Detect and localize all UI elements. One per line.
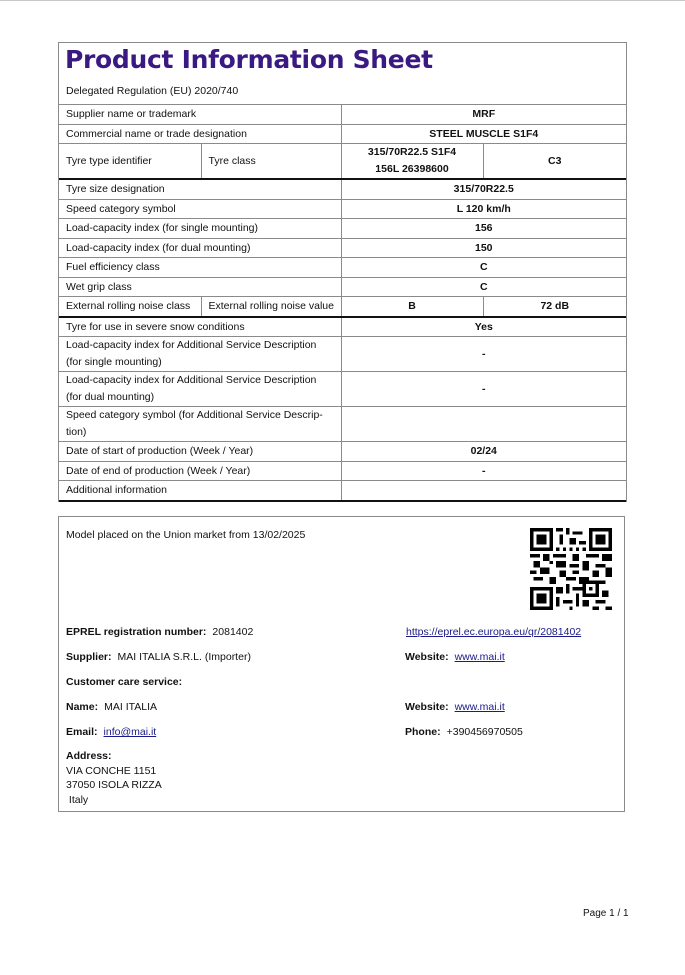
- tyre-class-label: Tyre class: [201, 144, 341, 180]
- asd-speed-label-line-2: tion): [66, 426, 87, 438]
- end-production-label: Date of end of production (Week / Year): [59, 461, 341, 481]
- tyre-type-identifier-line-1: 315/70R22.5 S1F4: [367, 146, 457, 158]
- tyre-class-value: C3: [483, 144, 626, 180]
- care-name-value: MAI ITALIA: [104, 701, 158, 713]
- asd-dual-label-line-2: (for dual mounting): [66, 391, 155, 403]
- email-label: Email:: [66, 726, 98, 738]
- website-label: Website:: [405, 651, 449, 663]
- customer-care-label: Customer care service:: [66, 676, 183, 688]
- noise-value-label: External rolling noise value: [201, 297, 341, 317]
- table-row: [59, 407, 626, 442]
- table-row: [59, 124, 626, 144]
- customer-care-row: [66, 676, 182, 688]
- supplier-value: MRF: [341, 105, 626, 125]
- tyre-size-value: 315/70R22.5: [341, 179, 626, 199]
- noise-class-label: External rolling noise class: [59, 297, 201, 317]
- supplier-website-link[interactable]: www.mai.it: [454, 651, 505, 663]
- table-row: [59, 179, 626, 199]
- asd-dual-label: [59, 372, 341, 407]
- asd-single-label: [59, 337, 341, 372]
- care-name-row: [66, 701, 157, 713]
- table-row: [59, 442, 626, 462]
- page-number: Page 1 / 1: [583, 908, 629, 919]
- table-row: [59, 461, 626, 481]
- tyre-type-identifier-line-2: 156L 26398600: [375, 163, 449, 175]
- wet-grip-value: C: [341, 277, 626, 297]
- fuel-efficiency-label: Fuel efficiency class: [59, 258, 341, 278]
- table-row: [59, 144, 626, 180]
- asd-speed-label-line-1: Speed category symbol (for Additional Service Descrip-: [66, 409, 323, 421]
- supplier-website-row: [405, 651, 505, 663]
- address-line-2: 37050 ISOLA RIZZA: [66, 779, 162, 791]
- snow-value: Yes: [341, 317, 626, 337]
- name-label: Name:: [66, 701, 99, 713]
- table-row: [59, 238, 626, 258]
- table-row: [59, 105, 626, 125]
- eprel-registration: [66, 626, 253, 638]
- wet-grip-label: Wet grip class: [59, 277, 341, 297]
- table-row: [59, 317, 626, 337]
- table-row: [59, 481, 626, 501]
- snow-label: Tyre for use in severe snow conditions: [59, 317, 341, 337]
- asd-speed-value: [341, 407, 626, 442]
- eprel-link-row: [406, 626, 581, 638]
- start-production-label: Date of start of production (Week / Year): [59, 442, 341, 462]
- noise-class-value: B: [341, 297, 483, 317]
- asd-single-label-line-1: Load-capacity index for Additional Service Description: [66, 339, 317, 351]
- supplier-value: MAI ITALIA S.R.L. (Importer): [117, 651, 251, 663]
- load-single-label: Load-capacity index (for single mounting): [59, 219, 341, 239]
- address-line-3: Italy: [66, 793, 89, 806]
- end-production-value: -: [341, 461, 626, 481]
- fuel-efficiency-value: C: [341, 258, 626, 278]
- phone-value: +390456970505: [446, 726, 523, 738]
- supplier-label: Supplier name or trademark: [59, 105, 341, 125]
- address-block: [66, 749, 162, 807]
- eprel-number: 2081402: [212, 626, 254, 638]
- supplier-row: [66, 651, 251, 663]
- load-single-value: 156: [341, 219, 626, 239]
- tyre-type-identifier-label: Tyre type identifier: [59, 144, 201, 180]
- qr-code-icon[interactable]: [530, 528, 612, 610]
- asd-dual-label-line-1: Load-capacity index for Additional Service Description: [66, 374, 317, 386]
- asd-single-label-line-2: (for single mounting): [66, 356, 162, 368]
- care-website-link[interactable]: www.mai.it: [454, 701, 505, 713]
- noise-value-value: 72 dB: [483, 297, 626, 317]
- table-row: [59, 219, 626, 239]
- email-link[interactable]: info@mai.it: [103, 726, 157, 738]
- eprel-link[interactable]: https://eprel.ec.europa.eu/qr/2081402: [406, 626, 582, 638]
- address-label: Address:: [66, 750, 112, 762]
- asd-single-value: -: [341, 337, 626, 372]
- asd-speed-label: [59, 407, 341, 442]
- load-dual-value: 150: [341, 238, 626, 258]
- commercial-name-label: Commercial name or trade designation: [59, 124, 341, 144]
- table-row: [59, 372, 626, 407]
- additional-info-value: [341, 481, 626, 501]
- additional-info-label: Additional information: [59, 481, 341, 501]
- supplier-label: Supplier:: [66, 651, 112, 663]
- tyre-size-label: Tyre size designation: [59, 179, 341, 199]
- care-website-row: [405, 701, 505, 713]
- market-placement-text: Model placed on the Union market from 13/02/2025: [66, 529, 306, 541]
- care-website-label: Website:: [405, 701, 449, 713]
- address-line-1: VIA CONCHE 1151: [66, 764, 157, 777]
- commercial-name-value: STEEL MUSCLE S1F4: [341, 124, 626, 144]
- table-row: [59, 258, 626, 278]
- asd-dual-value: -: [341, 372, 626, 407]
- start-production-value: 02/24: [341, 442, 626, 462]
- regulation-subtitle: Delegated Regulation (EU) 2020/740: [66, 85, 239, 97]
- product-information-table-section: [58, 42, 627, 502]
- page-title: Product Information Sheet: [65, 45, 433, 74]
- supplier-info-section: [58, 516, 625, 812]
- top-border: [0, 0, 685, 1]
- speed-category-value: L 120 km/h: [341, 199, 626, 219]
- table-row: [59, 297, 626, 317]
- phone-label: Phone:: [405, 726, 441, 738]
- phone-row: [405, 726, 523, 738]
- speed-category-label: Speed category symbol: [59, 199, 341, 219]
- table-row: [59, 199, 626, 219]
- eprel-label: EPREL registration number:: [66, 626, 207, 638]
- tyre-data-table: [59, 104, 626, 502]
- table-row: [59, 277, 626, 297]
- load-dual-label: Load-capacity index (for dual mounting): [59, 238, 341, 258]
- email-row: [66, 726, 156, 738]
- tyre-type-identifier-value: [341, 144, 483, 180]
- table-row: [59, 337, 626, 372]
